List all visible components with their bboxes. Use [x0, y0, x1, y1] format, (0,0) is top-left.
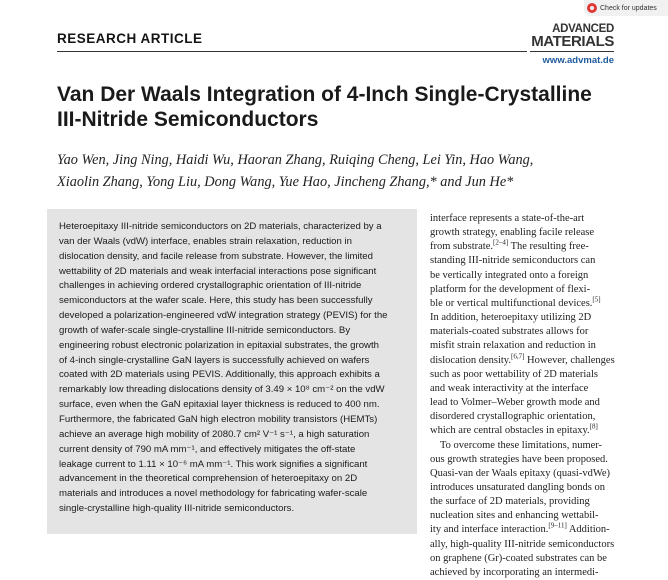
body-line: from substrate.[2–4] The resulting free-: [430, 238, 589, 253]
abstract-line: van der Waals (vdW) interface, enables strain relaxation, reduction in: [59, 235, 352, 247]
abstract-line: single-crystalline high-quality III-nitride semiconductors.: [59, 503, 295, 515]
body-line: achieved by incorporating an intermedi-: [430, 566, 599, 578]
body-line: the surface of 2D materials, providing: [430, 496, 590, 508]
body-line: nucleation sites and enhancing wettabil-: [430, 510, 599, 522]
header-rule-right: [530, 51, 614, 52]
abstract-box: [47, 209, 417, 534]
body-line: platform for the development of flexi-: [430, 283, 591, 295]
body-line: which are central obstacles in epitaxy.[8]: [430, 422, 598, 437]
section-heading: RESEARCH ARTICLE: [57, 31, 203, 46]
abstract-line: surface, even when the GaN epitaxial layer thickness is reduced to 400 nm.: [59, 399, 380, 411]
body-text: [430, 212, 616, 580]
body-line: In addition, heteroepitaxy utilizing 2D: [430, 312, 592, 324]
abstract-text: [59, 220, 407, 517]
body-line: standing III-nitride semiconductors can: [430, 255, 596, 267]
abstract-line: Heteroepitaxy III-nitride semiconductors on 2D materials, characterized by a: [59, 221, 382, 232]
abstract-line: growth of wafer-scale single-crystalline III-nitride semiconductors. By: [59, 324, 351, 336]
body-line: ity and interface interaction.[9–11] Addition-: [430, 521, 610, 536]
body-line: Quasi-van der Waals epitaxy (quasi-vdWe): [430, 467, 611, 479]
abstract-line: of 4-inch single-crystalline GaN layers is successfully achieved on wafers: [59, 354, 370, 366]
abstract-line: current density of 790 mA mm⁻¹, and effectively mitigates the off-state: [59, 443, 356, 455]
abstract-line: materials and introduces a novel methodology for fabricating wafer-scale: [59, 488, 368, 500]
author-list: [57, 149, 617, 193]
body-line: disordered crystallographic orientation,: [430, 411, 596, 423]
body-line: ous growth strategies have been proposed.: [430, 453, 608, 465]
check-for-updates-label: Check for updates: [600, 4, 657, 12]
body-line: such as poor wettability of 2D materials: [430, 368, 598, 380]
abstract-line: achieve an average high mobility of 2080.7 cm² V⁻¹ s⁻¹, a high saturation: [59, 428, 370, 440]
body-line: ally, high-quality III-nitride semiconductors: [430, 538, 615, 550]
abstract-line: Furthermore, the fabricated GaN high electron mobility transistors (HEMTs): [59, 413, 378, 425]
body-line: misfit strain relaxation and reduction in: [430, 340, 596, 352]
authors-line-1: Yao Wen, Jing Ning, Haidi Wu, Haoran Zhang, Ruiqing Cheng, Lei Yin, Hao Wang,: [57, 152, 534, 168]
body-line: To overcome these limitations, numer-: [440, 439, 603, 451]
abstract-line: engineering robust electronic polarization in epitaxial substrates, the growth: [59, 339, 379, 351]
title-line-1: Van Der Waals Integration of 4-Inch Single-Crystalline: [57, 83, 592, 106]
abstract-line: semiconductors at the wafer scale. Here, this study has been successfully: [59, 295, 373, 307]
abstract-line: remarkably low threading dislocations density of 3.49 × 10⁸ cm⁻² on the vdW: [59, 384, 385, 396]
abstract-line: challenges in achieving ordered crystallographic orientation of III-nitride: [59, 280, 362, 292]
title-line-2: III-Nitride Semiconductors: [57, 108, 319, 131]
authors-line-2: Xiaolin Zhang, Yong Liu, Dong Wang, Yue Hao, Jincheng Zhang,* and Jun He*: [57, 174, 514, 190]
body-line: lead to Volmer–Weber growth mode and: [430, 397, 600, 409]
journal-url[interactable]: www.advmat.de: [542, 55, 614, 66]
body-line: interface represents a state-of-the-art: [430, 213, 585, 224]
body-text-column: [430, 212, 616, 580]
body-line: materials-coated substrates allows for: [430, 326, 589, 338]
header-rule: [57, 51, 527, 52]
body-line: dislocation density.[6,7] However, challenges: [430, 352, 615, 366]
abstract-line: leakage current to 1.11 × 10⁻⁶ mA mm⁻¹. This work signifies a significant: [59, 458, 368, 470]
abstract-line: dislocation density, and facile release from substrate. However, the limited: [59, 250, 373, 262]
body-line: on graphene (Gr)-coated substrates can be: [430, 552, 607, 564]
abstract-line: coated with 2D materials using PEVIS. Additionally, this approach exhibits a: [59, 369, 380, 381]
body-line: growth strategy, enabling facile release: [430, 227, 595, 239]
abstract-line: advancement in the theoretical comprehension of heteroepitaxy on 2D: [59, 473, 358, 485]
body-line: and weak interactivity at the interface: [430, 382, 589, 394]
journal-logo: [531, 24, 614, 49]
body-line: introduces unsaturated dangling bonds on: [430, 481, 605, 493]
check-for-updates-badge[interactable]: [584, 0, 668, 16]
abstract-line: developed a polarization-engineered vdW integration strategy (PEVIS) for the: [59, 310, 388, 322]
body-line: ble or vertical multifunctional devices.[5]: [430, 295, 601, 309]
paper-title: [57, 82, 617, 132]
update-check-icon: [587, 3, 597, 13]
body-line: be vertically integrated onto a foreign: [430, 269, 589, 281]
journal-logo-line1: ADVANCED: [552, 23, 614, 35]
abstract-line: wettability of 2D materials and weak interfacial interactions pose significant: [59, 265, 377, 277]
journal-logo-line2: MATERIALS: [531, 33, 614, 50]
